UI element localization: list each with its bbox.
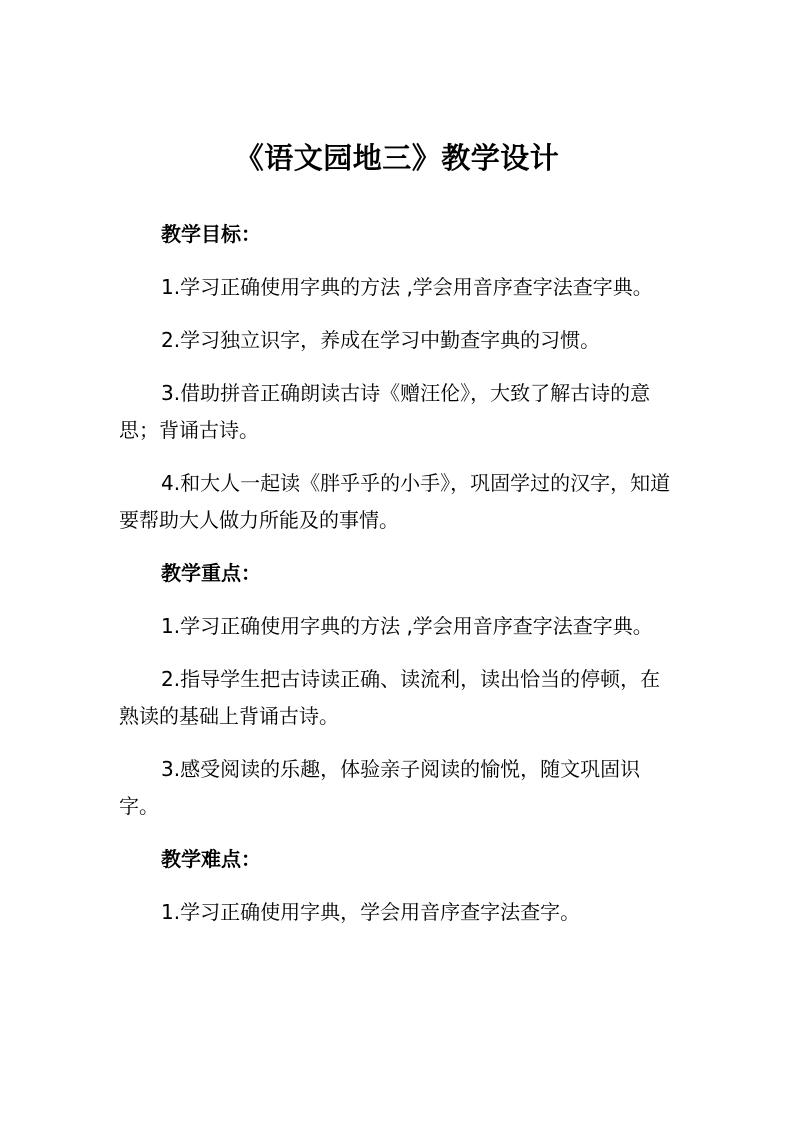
key-point-item-1: 1.学习正确使用字典的方法 ,学会用音序查字法查字典。 <box>161 614 653 638</box>
section-heading-difficulties: 教学难点： <box>161 847 261 871</box>
difficulty-item-1: 1.学习正确使用字典，学会用音序查字法查字。 <box>161 900 581 924</box>
objective-item-1: 1.学习正确使用字典的方法 ,学会用音序查字法查字典。 <box>161 275 653 299</box>
objective-item-3: 3.借助拼音正确朗读古诗《赠汪伦》，大致了解古诗的意思；背诵古诗。 <box>119 381 651 442</box>
objective-item-2: 2.学习独立识字，养成在学习中勤查字典的习惯。 <box>161 328 601 352</box>
section-heading-key-points: 教学重点： <box>161 561 261 585</box>
objective-item-4: 4.和大人一起读《胖乎乎的小手》，巩固学过的汉字，知道要帮助大人做力所能及的事情。 <box>119 471 671 532</box>
document-title: 《语文园地三》教学设计 <box>234 141 560 175</box>
key-point-item-2: 2.指导学生把古诗读正确、读流利，读出恰当的停顿，在熟读的基础上背诵古诗。 <box>119 667 661 728</box>
section-heading-objectives: 教学目标： <box>161 222 261 246</box>
key-point-item-3: 3.感受阅读的乐趣，体验亲子阅读的愉悦，随文巩固识字。 <box>119 757 641 818</box>
document-body <box>119 216 677 947</box>
